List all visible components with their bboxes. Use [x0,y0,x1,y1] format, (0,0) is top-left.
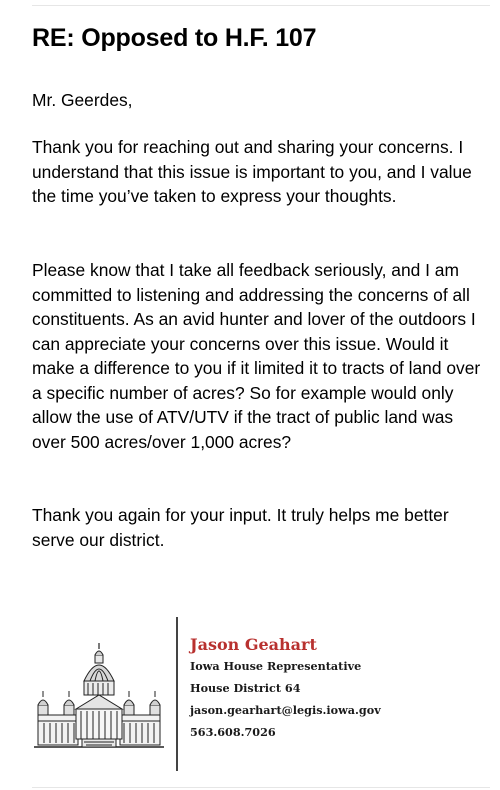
email-paragraph-3: Thank you again for your input. It truly helps me better serve our district. [32,505,449,550]
signature-name: Jason Geahart [190,635,317,654]
signature-divider [176,617,178,771]
signature-phone-link[interactable]: 563.608.7026 [190,725,276,739]
signature-district: House District 64 [190,681,301,695]
signature-title: Iowa House Representative [190,659,362,673]
email-salutation: Mr. Geerdes, [32,90,133,110]
email-paragraph-2: Please know that I take all feedback seriously, and I am committed to listening and addressing the concerns of all constituents. As an avid hunter and lover of the outdoors I can appreciate your concerns over this issue. Would it make a difference to you if it limited it to tracts of land over a specific number of acres? So for example would only allow the use of ATV/UTV if the tract of public land was over 500 acres/over 1,000 acres? [32,260,481,452]
email-signature [32,615,472,775]
signature-email-link[interactable]: jason.gearhart@legis.iowa.gov [190,703,381,717]
signature-details [190,635,381,748]
email-subject: RE: Opposed to H.F. 107 [32,24,317,52]
iowa-capitol-building-icon [32,643,166,755]
top-divider [32,5,490,6]
bottom-divider [32,787,490,788]
email-paragraph-1: Thank you for reaching out and sharing your concerns. I understand that this issue is important to you, and I value the time you’ve taken to express your thoughts. [32,137,472,206]
